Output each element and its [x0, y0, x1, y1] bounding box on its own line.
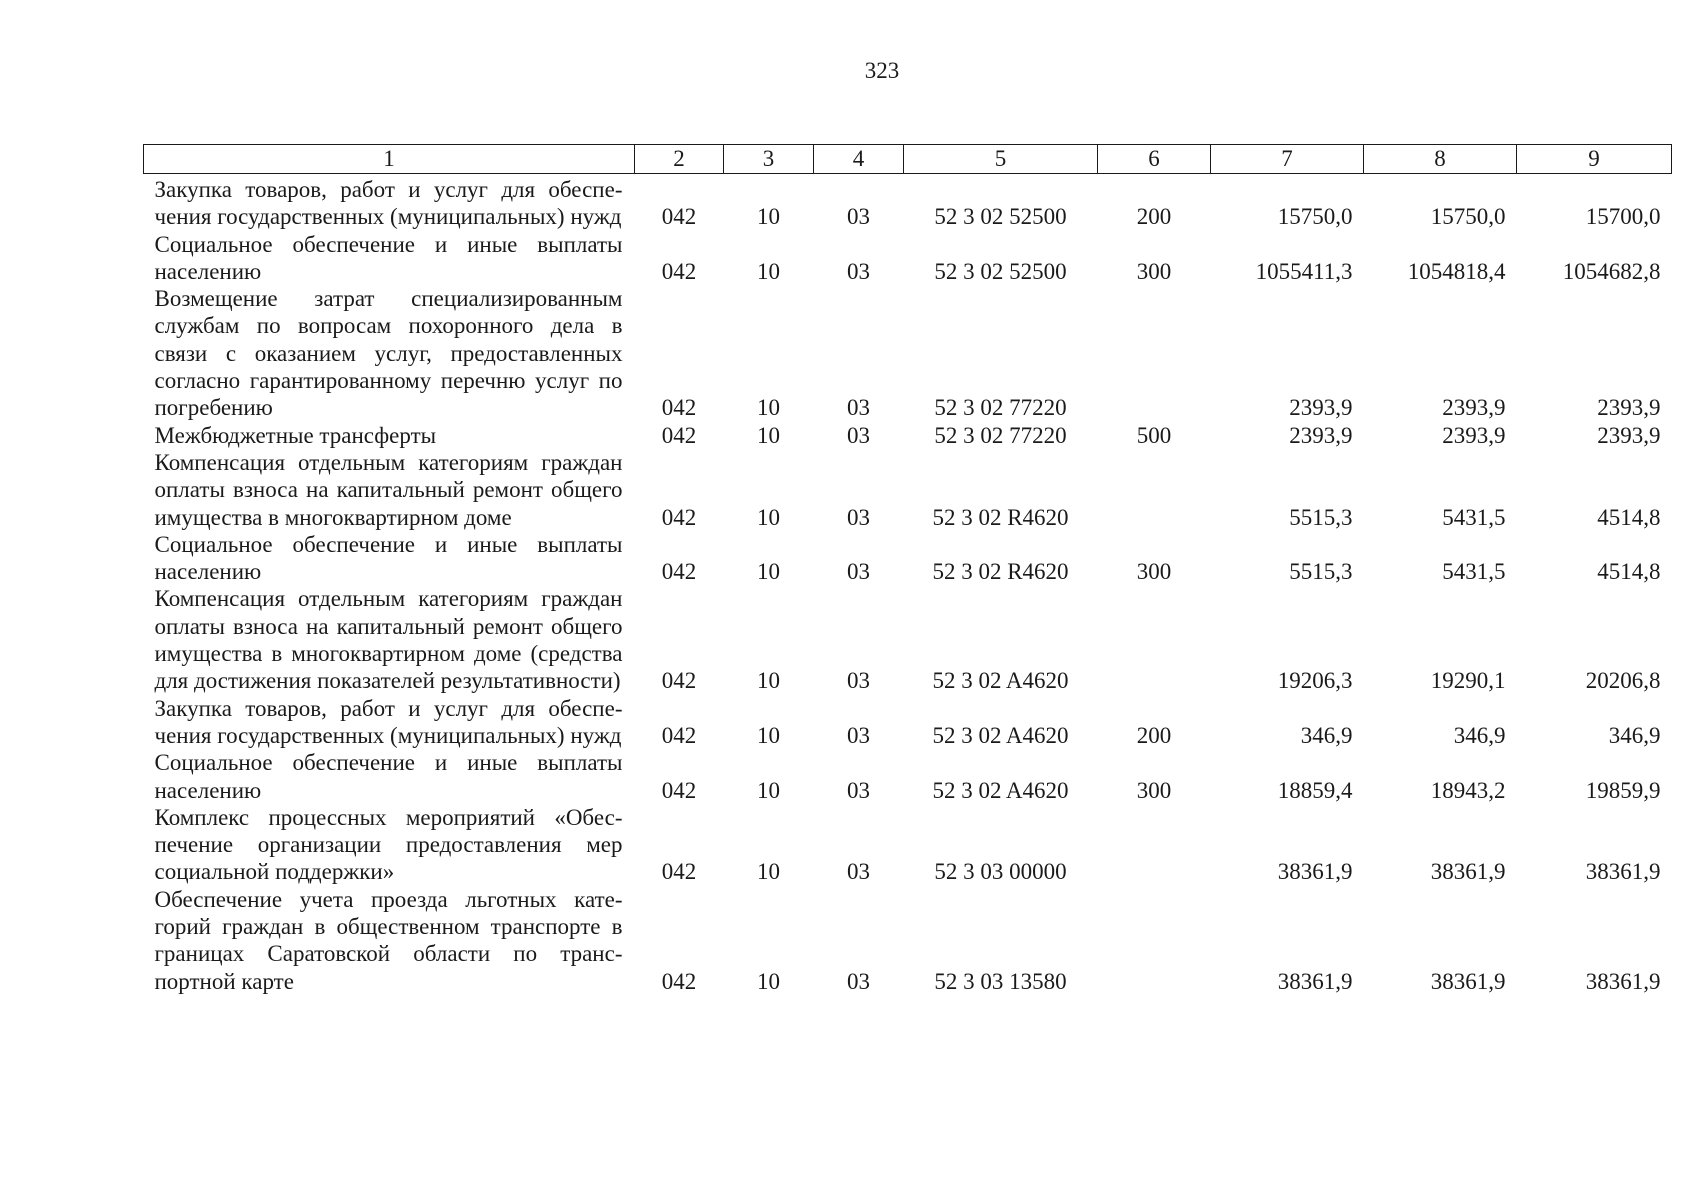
row-amount-col9: 38361,9 [1585, 859, 1661, 885]
row-expense-type: 300 [1136, 777, 1172, 803]
row-section: 10 [757, 204, 780, 230]
row-subsection: 03 [847, 777, 870, 803]
row-amount-col9: 4514,8 [1597, 559, 1661, 585]
column-header-8: 8 [1364, 145, 1517, 174]
column-header-1: 1 [144, 145, 635, 174]
row-description: Закупка товаров, работ и услуг для обеспечения государственных (муниципальных) нужд [154, 177, 623, 230]
row-subsection: 03 [847, 559, 870, 585]
row-section: 10 [757, 777, 780, 803]
row-section: 10 [757, 559, 780, 585]
row-target-item: 52 3 03 00000 [934, 859, 1067, 885]
row-expense-type: 500 [1136, 422, 1172, 448]
row-target-item: 52 3 02 52500 [934, 258, 1067, 284]
row-expense-type: 200 [1136, 204, 1172, 230]
row-amount-col9: 15700,0 [1585, 204, 1661, 230]
table-body [144, 174, 1672, 995]
row-amount-col9: 2393,9 [1597, 422, 1661, 448]
row-expense-type [1098, 285, 1211, 421]
row-admin-code: 042 [661, 204, 697, 230]
row-description: Компенсация отдельным категориям граждан оплаты взноса на капитальный ремонт общего имущества в многоквартирном доме [154, 449, 623, 530]
row-expense-type: 300 [1136, 559, 1172, 585]
row-description: Социальное обеспечение и иные выплаты населению [154, 231, 623, 284]
row-amount-col7: 38361,9 [1277, 859, 1353, 885]
table-row [144, 231, 1672, 286]
table-header [144, 145, 1672, 174]
row-expense-type [1098, 886, 1211, 995]
row-description: Социальное обеспечение и иные выплаты населению [154, 750, 623, 803]
row-amount-col8: 1054818,4 [1407, 258, 1506, 284]
row-section: 10 [757, 504, 780, 530]
row-subsection: 03 [847, 859, 870, 885]
row-expense-type: 300 [1136, 258, 1172, 284]
row-admin-code: 042 [661, 722, 697, 748]
row-expense-type [1098, 804, 1211, 886]
row-amount-col9: 4514,8 [1597, 504, 1661, 530]
row-admin-code: 042 [661, 668, 697, 694]
row-amount-col8: 5431,5 [1442, 504, 1506, 530]
row-subsection: 03 [847, 258, 870, 284]
row-admin-code: 042 [661, 504, 697, 530]
row-amount-col8: 15750,0 [1430, 204, 1506, 230]
table-row [144, 749, 1672, 804]
column-header-4: 4 [814, 145, 904, 174]
row-amount-col7: 19206,3 [1277, 668, 1353, 694]
row-admin-code: 042 [661, 777, 697, 803]
row-expense-type: 200 [1136, 722, 1172, 748]
row-subsection: 03 [847, 204, 870, 230]
row-amount-col8: 18943,2 [1430, 777, 1506, 803]
table-row [144, 585, 1672, 694]
row-amount-col7: 1055411,3 [1255, 258, 1353, 284]
table-row [144, 804, 1672, 886]
row-subsection: 03 [847, 395, 870, 421]
column-header-3: 3 [724, 145, 814, 174]
row-target-item: 52 3 02 A4620 [932, 668, 1069, 694]
column-header-7: 7 [1211, 145, 1364, 174]
column-header-9: 9 [1517, 145, 1672, 174]
row-target-item: 52 3 02 A4620 [932, 777, 1069, 803]
table-row [144, 886, 1672, 995]
row-amount-col9: 38361,9 [1585, 968, 1661, 994]
row-description: Межбюджетные трансферты [154, 422, 437, 448]
row-amount-col9: 346,9 [1608, 722, 1661, 748]
row-amount-col8: 38361,9 [1430, 859, 1506, 885]
row-subsection: 03 [847, 504, 870, 530]
row-amount-col7: 2393,9 [1289, 395, 1353, 421]
column-header-5: 5 [904, 145, 1098, 174]
row-amount-col7: 18859,4 [1277, 777, 1353, 803]
header-row [144, 145, 1672, 174]
row-amount-col9: 19859,9 [1585, 777, 1661, 803]
row-amount-col8: 346,9 [1453, 722, 1506, 748]
row-target-item: 52 3 02 52500 [934, 204, 1067, 230]
row-section: 10 [757, 968, 780, 994]
row-admin-code: 042 [661, 422, 697, 448]
row-expense-type [1098, 585, 1211, 694]
row-target-item: 52 3 02 R4620 [932, 559, 1069, 585]
row-amount-col7: 5515,3 [1289, 504, 1353, 530]
row-description: Комплекс процессных мероприятий «Обеспечение организации предоставления мер социальной поддержки» [154, 804, 623, 885]
table-row [144, 531, 1672, 586]
row-amount-col8: 2393,9 [1442, 395, 1506, 421]
row-amount-col7: 2393,9 [1289, 422, 1353, 448]
row-amount-col7: 15750,0 [1277, 204, 1353, 230]
row-amount-col7: 5515,3 [1289, 559, 1353, 585]
table-row [144, 695, 1672, 750]
row-section: 10 [757, 859, 780, 885]
row-subsection: 03 [847, 668, 870, 694]
column-header-2: 2 [635, 145, 724, 174]
column-header-6: 6 [1098, 145, 1211, 174]
table-row [144, 449, 1672, 531]
row-section: 10 [757, 422, 780, 448]
row-description: Возмещение затрат специализированным службам по вопросам похоронного дела в связи с оказанием услуг, предоставленных согласно гарантированному перечню услуг по погребению [154, 286, 623, 421]
row-section: 10 [757, 668, 780, 694]
row-admin-code: 042 [661, 395, 697, 421]
row-amount-col8: 2393,9 [1442, 422, 1506, 448]
row-amount-col7: 38361,9 [1277, 968, 1353, 994]
row-subsection: 03 [847, 722, 870, 748]
row-section: 10 [757, 395, 780, 421]
row-description: Социальное обеспечение и иные выплаты населению [154, 531, 623, 585]
row-target-item: 52 3 02 A4620 [932, 722, 1069, 748]
row-section: 10 [757, 258, 780, 284]
row-admin-code: 042 [661, 968, 697, 994]
page-number: 323 [864, 58, 900, 83]
row-admin-code: 042 [661, 859, 697, 885]
row-expense-type [1098, 449, 1211, 531]
row-admin-code: 042 [661, 258, 697, 284]
table-row [144, 285, 1672, 421]
row-amount-col7: 346,9 [1300, 722, 1353, 748]
row-description: Компенсация отдельным категориям граждан оплаты взноса на капитальный ремонт общего имущества в многоквартирном доме (средства для достижения показателей результативности) [154, 586, 623, 694]
row-amount-col8: 5431,5 [1442, 559, 1506, 585]
row-description: Обеспечение учета проезда льготных категорий граждан в общественном транспорте в границах Саратовской области по транспортной карте [154, 886, 623, 994]
row-subsection: 03 [847, 422, 870, 448]
row-target-item: 52 3 02 R4620 [932, 504, 1069, 530]
table-row [144, 174, 1672, 231]
row-amount-col9: 2393,9 [1597, 395, 1661, 421]
row-target-item: 52 3 02 77220 [934, 395, 1067, 421]
row-amount-col9: 1054682,8 [1562, 258, 1661, 284]
budget-table [143, 144, 1672, 995]
row-description: Закупка товаров, работ и услуг для обеспечения государственных (муниципальных) нужд [154, 695, 623, 748]
row-amount-col9: 20206,8 [1585, 668, 1661, 694]
row-amount-col8: 19290,1 [1430, 668, 1506, 694]
row-amount-col8: 38361,9 [1430, 968, 1506, 994]
row-target-item: 52 3 02 77220 [934, 422, 1067, 448]
row-admin-code: 042 [661, 559, 697, 585]
row-target-item: 52 3 03 13580 [934, 968, 1067, 994]
row-subsection: 03 [847, 968, 870, 994]
row-section: 10 [757, 722, 780, 748]
table-row [144, 422, 1672, 449]
